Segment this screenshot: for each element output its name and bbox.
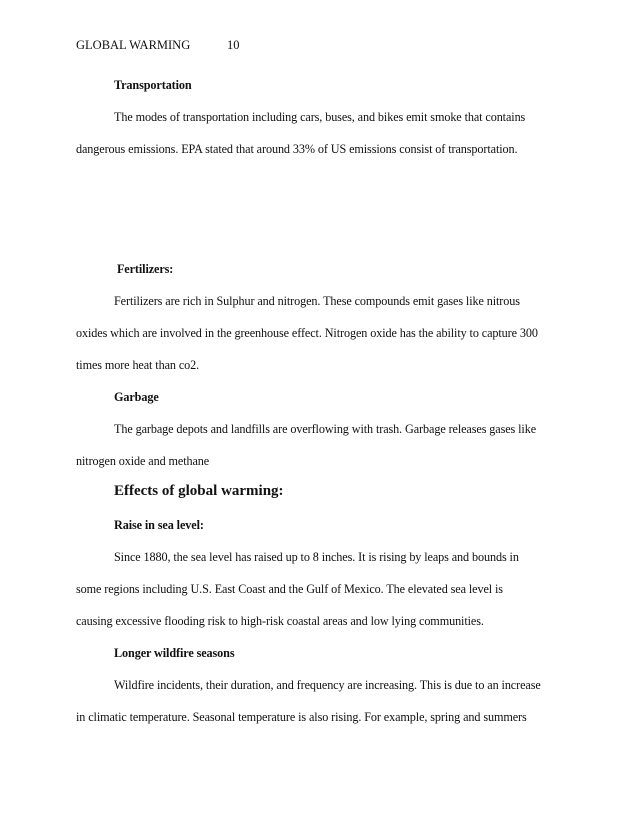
- paragraph-line: The modes of transportation including cars, buses, and bikes emit smoke that contains: [114, 110, 526, 124]
- page-number: 10: [227, 38, 240, 52]
- paragraph-line: nitrogen oxide and methane: [76, 454, 210, 468]
- running-head-title: GLOBAL WARMING: [76, 38, 191, 52]
- section-heading-fertilizers: Fertilizers:: [114, 262, 174, 276]
- paragraph-line: dangerous emissions. EPA stated that around 33% of US emissions consist of transportation.: [76, 142, 518, 156]
- section-heading-sea-level: Raise in sea level:: [114, 518, 204, 532]
- paragraph-line: Fertilizers are rich in Sulphur and nitrogen. These compounds emit gases like nitrous: [114, 294, 520, 308]
- paragraph-line: times more heat than co2.: [76, 358, 200, 372]
- paragraph-line: Since 1880, the sea level has raised up to 8 inches. It is rising by leaps and bounds in: [114, 550, 519, 564]
- section-heading-effects: Effects of global warming:: [114, 483, 284, 499]
- running-head: [76, 38, 240, 53]
- section-heading-transportation: Transportation: [114, 78, 192, 92]
- section-heading-garbage: Garbage: [114, 390, 159, 404]
- paragraph-line: The garbage depots and landfills are overflowing with trash. Garbage releases gases like: [114, 422, 537, 436]
- paragraph-line: Wildfire incidents, their duration, and frequency are increasing. This is due to an increase: [114, 678, 541, 692]
- paragraph-line: some regions including U.S. East Coast and the Gulf of Mexico. The elevated sea level is: [76, 582, 503, 596]
- section-heading-wildfire: Longer wildfire seasons: [114, 646, 235, 660]
- paragraph-line: in climatic temperature. Seasonal temperature is also rising. For example, spring and summers: [76, 710, 527, 724]
- paragraph-line: oxides which are involved in the greenhouse effect. Nitrogen oxide has the ability to capture 300: [76, 326, 538, 340]
- paragraph-line: causing excessive flooding risk to high-risk coastal areas and low lying communities.: [76, 614, 484, 628]
